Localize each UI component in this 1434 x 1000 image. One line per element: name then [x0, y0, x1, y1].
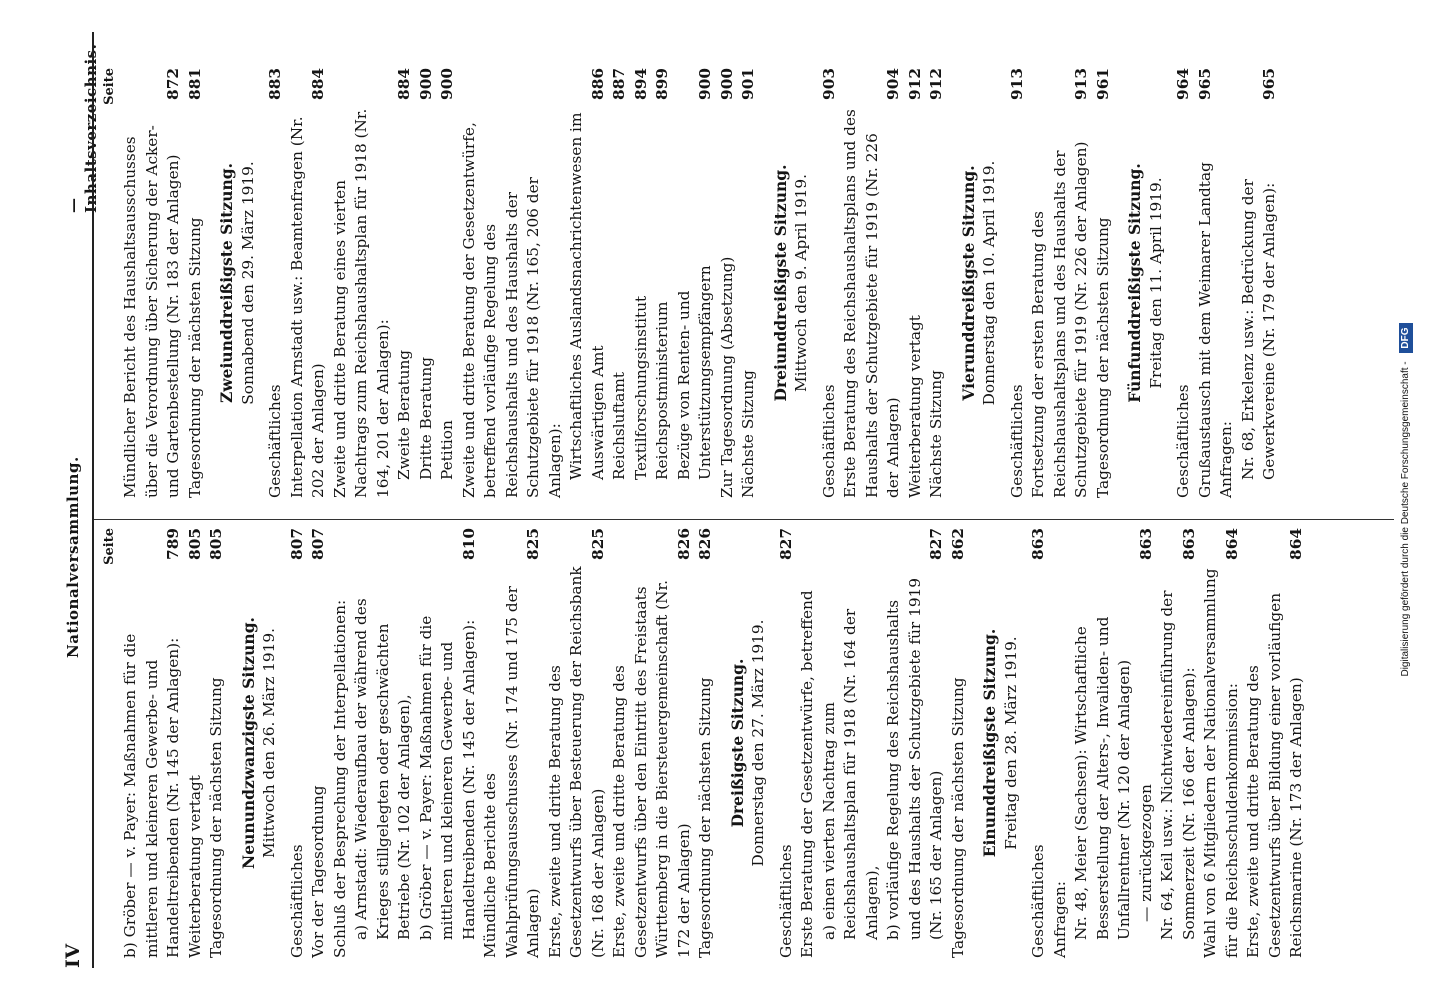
toc-entry [480, 528, 545, 958]
entry-text: Weiterberatung vertagt [905, 315, 924, 498]
toc-entry [926, 68, 948, 498]
page-ref: 900 [717, 68, 736, 100]
toc-entry [717, 68, 739, 498]
toc-entry [738, 68, 760, 498]
toc-entry [819, 68, 841, 498]
toc-entry [1007, 68, 1029, 498]
toc-entry [1243, 528, 1308, 958]
page-ref: 901 [739, 68, 757, 100]
entry-text: Tagesordnung der nächsten Sitzung [207, 677, 225, 958]
entry-text: Dritte Beratung [416, 356, 435, 480]
toc-entry [185, 68, 207, 498]
session-date: Donnerstag den 27. März 1919. [749, 619, 767, 867]
page-ref: 805 [185, 528, 204, 560]
toc-entry [840, 68, 905, 498]
page-ref: 912 [905, 68, 924, 100]
toc-entry [437, 68, 459, 498]
entry-text: Schluß der Besprechung der Interpellationen: [330, 599, 349, 958]
toc-entry [1173, 68, 1195, 498]
entry-text: Vor der Tagesordnung [309, 785, 327, 958]
page-ref: 864 [1287, 528, 1305, 560]
entry-text: Erste, zweite und dritte Beratung des Gesetzentwurfs über Bildung einer vorläufigen Reichsmarine (Nr. 173 der Anlagen) [1244, 592, 1305, 958]
dfg-badge: DFG [1399, 323, 1413, 352]
entry-text: Geschäftliches [287, 844, 306, 958]
entry-text: Mündlicher Bericht des Haushaltsausschusses über die Verordnung über Sicherung der Acker- und Gartenbestellung (Nr. 183 der Anlagen) [121, 125, 182, 498]
entry-text: Reichsluftamt [610, 371, 628, 480]
toc-entry [206, 528, 228, 958]
entry-text: a) Arnstadt: Wiederaufbau der während des Krieges stillgelegten oder geschwächten Betriebe (Nr. 102 der Anlagen), [352, 598, 413, 940]
entry-text: Grußaustausch mit dem Weimarer Landtag [1195, 162, 1214, 498]
toc-entry [459, 68, 567, 498]
toc-entry [631, 68, 653, 498]
toc-entry [1028, 528, 1050, 958]
entry-text: Zweite Beratung [395, 349, 413, 480]
page-ref: 826 [696, 528, 714, 560]
entry-text: Tagesordnung der nächsten Sitzung [1093, 217, 1112, 498]
toc-entry [609, 68, 631, 498]
toc-entry [287, 528, 309, 958]
entry-text: Erste Beratung des Reichshaushaltsplans und des Haushalts der Schutzgebiete für 1919 (Nr. 226 der Anlagen) [841, 109, 902, 498]
page-ref: 961 [1093, 68, 1112, 100]
toc-entry [1028, 68, 1093, 498]
right-column [100, 68, 1281, 498]
page-ref: 881 [185, 68, 204, 100]
page-ref: 903 [819, 68, 838, 100]
entry-text: Erste Beratung der Gesetzentwürfe, betreffend [798, 590, 816, 958]
rotated-page [58, 32, 1398, 968]
page-ref: 887 [610, 68, 628, 100]
dfg-credit [1395, 4, 1417, 996]
page-ref: 964 [1174, 68, 1192, 100]
page-ref: 827 [927, 528, 945, 560]
page-ref: 863 [1136, 528, 1155, 560]
toc-entry [1093, 68, 1115, 498]
page-ref: 965 [1260, 68, 1278, 100]
toc-entry [609, 528, 695, 958]
entry-text: Petition [438, 420, 456, 480]
page-ref: 810 [459, 528, 478, 560]
toc-entry [1200, 528, 1243, 958]
page-ref: 912 [927, 68, 945, 100]
session-date: Sonnabend den 29. März 1919. [238, 161, 257, 405]
session-date: Freitag den 28. März 1919. [1001, 636, 1020, 850]
entry-text: Geschäftliches [1174, 384, 1192, 498]
entry-text: Zweite und dritte Beratung der Gesetzentwürfe, betreffend vorläufige Regelung des Reichshaushalts und des Haushalts der Schutzgebiete für 1918 (Nr. 165, 206 der Anlagen): [459, 122, 564, 498]
toc-entry [330, 68, 395, 498]
page-ref: 827 [776, 528, 795, 560]
page-ref: 884 [309, 68, 327, 100]
page-ref: 807 [287, 528, 306, 560]
page-ref: 805 [207, 528, 225, 560]
page-ref: 886 [588, 68, 607, 100]
entry-text: Geschäftliches [776, 844, 795, 958]
toc-entry [1050, 528, 1072, 958]
toc-entry [1195, 68, 1217, 498]
entry-text: Fortsetzung der ersten Beratung des Reichshaushaltsplans und des Haushalts der Schutzgebiete für 1919 (Nr. 226 der Anlagen) [1029, 141, 1090, 498]
toc-entry [695, 528, 717, 958]
seite-label: Seite [102, 528, 117, 565]
toc-entry [330, 528, 352, 958]
toc-entry [351, 528, 416, 958]
page-ref: 900 [696, 68, 714, 100]
page-ref: 900 [438, 68, 456, 100]
entry-text: Tagesordnung der nächsten Sitzung [948, 677, 967, 958]
page-ref: 872 [164, 68, 182, 100]
entry-text: Wahl von 6 Mitgliedern der Nationalversammlung für die Reichsschuldenkommission: [1201, 568, 1241, 958]
entry-text: Nr. 68, Erkelenz usw.: Bedrückung der Gewerkvereine (Nr. 179 der Anlagen): [1238, 179, 1278, 480]
entry-text: Wirtschaftliches Auslandsnachrichtenwesen im Auswärtigen Amt [567, 112, 607, 480]
page-ref: 883 [266, 68, 284, 100]
entry-text: Geschäftliches [1007, 384, 1026, 498]
entry-text: Nr. 64, Keil usw.: Nichtwiedereinführung der Sommerzeit (Nr. 166 der Anlagen): [1158, 590, 1198, 940]
session-date: Donnerstag den 10. April 1919. [980, 160, 998, 406]
column-divider [94, 519, 1394, 520]
entry-text: Erste, zweite und dritte Beratung des Gesetzentwurfs über Besteuerung der Reichsbank (Nr. 168 der Anlagen) [545, 566, 607, 958]
entry-text: Geschäftliches [1029, 844, 1047, 958]
session-date: Mittwoch den 9. April 1919. [792, 173, 810, 393]
running-title-right: — Inhaltsverzeichnis. [64, 43, 100, 213]
toc-entry [416, 68, 438, 498]
page-ref: 884 [395, 68, 413, 100]
toc-entry [566, 68, 609, 498]
toc-entry [883, 528, 948, 958]
entry-text: Anfragen: [1050, 881, 1069, 958]
page-ref: 899 [653, 68, 671, 100]
toc-entry [797, 528, 819, 958]
page-ref: 825 [524, 528, 542, 560]
toc-entry [1071, 528, 1136, 958]
page-ref: 913 [1007, 68, 1026, 100]
toc-entry [545, 528, 610, 958]
entry-text: Geschäftliches [819, 384, 838, 498]
entry-text: Tagesordnung der nächsten Sitzung [696, 677, 714, 958]
toc-entry [394, 68, 416, 498]
page-ref: 789 [164, 528, 182, 560]
session-heading: Vierunddreißigste Sitzung. [958, 165, 978, 401]
entry-text: Mündliche Berichte des Wahlprüfungsausschusses (Nr. 174 und 175 der Anlagen) [481, 586, 542, 958]
entry-text: Nr. 48, Meier (Sachsen): Wirtschaftliche Besserstellung der Alters-, Invaliden- und Unfallrentner (Nr. 120 der Anlagen) [1072, 616, 1133, 940]
entry-text: Zweite und dritte Beratung eines vierten Nachtrags zum Reichshaushaltsplan für 1918 (Nr. 164, 201 der Anlagen): [330, 108, 392, 498]
entry-text: Zur Tagesordnung (Absetzung) [717, 256, 736, 498]
session-heading: Zweiunddreißigste Sitzung. [217, 163, 236, 404]
toc-entry [1136, 528, 1158, 958]
toc-entry [948, 528, 970, 958]
entry-text: Tagesordnung der nächsten Sitzung [185, 217, 204, 498]
toc-entry [905, 68, 927, 498]
toc-entry [287, 68, 330, 498]
session-date: Mittwoch den 26. März 1919. [260, 628, 278, 858]
page-ref: 965 [1195, 68, 1214, 100]
entry-text: Geschäftliches [266, 384, 284, 498]
entry-text: Nächste Sitzung [927, 370, 945, 498]
entry-text: Interpellation Arnstadt usw.: Beamtenfragen (Nr. 202 der Anlagen) [287, 116, 327, 498]
entry-text: — zurückgezogen [1136, 784, 1155, 922]
running-header [58, 32, 100, 968]
toc-entry [120, 528, 185, 958]
entry-text: Bezüge von Renten- und Unterstützungsempfängern [674, 265, 714, 480]
session-heading: Dreißigste Sitzung. [727, 658, 747, 828]
toc-entry [674, 68, 717, 498]
session-heading: Einunddreißigste Sitzung. [980, 628, 999, 858]
entry-text: Anfragen: [1217, 421, 1235, 498]
session-heading: Fünfunddreißigste Sitzung. [1125, 163, 1144, 403]
page-ref: 913 [1072, 68, 1090, 100]
entry-text: b) Gröber — v. Payer: Maßnahmen für die mittleren und kleineren Gewerbe- und Handeltreibenden (Nr. 145 der Anlagen): [121, 633, 182, 958]
running-title-left: Nationalversammlung. [64, 456, 82, 658]
session-date: Freitag den 11. April 1919. [1146, 177, 1165, 389]
page-ref: 862 [948, 528, 967, 560]
entry-text: b) Gröber — v. Payer: Maßnahmen für die mittleren und kleineren Gewerbe- und Handeltreibenden (Nr. 145 der Anlagen): [416, 615, 478, 940]
page-ref: 825 [588, 528, 607, 560]
toc-entry [416, 528, 481, 958]
page-ref: 864 [1222, 528, 1241, 560]
entry-text: a) einen vierten Nachtrag zum Reichshaushaltsplan für 1918 (Nr. 164 der Anlagen), [819, 608, 881, 940]
toc-entry [185, 528, 207, 958]
dfg-credit-text: Digitalisierung gefördert durch die Deutsche Forschungsgemeinschaft - [1400, 361, 1411, 677]
toc-entry [1238, 68, 1281, 498]
header-rule [92, 32, 94, 968]
entry-text: b) vorläufige Regelung des Reichshaushalts und des Haushalts der Schutzgebiete für 1919 (Nr. 165 der Anlagen) [884, 577, 945, 940]
page-ref: 863 [1029, 528, 1047, 560]
entry-text: Nächste Sitzung [739, 370, 757, 498]
page-ref: 807 [309, 528, 327, 560]
toc-entry [265, 68, 287, 498]
toc-entry [776, 528, 798, 958]
session-heading: Dreiunddreißigste Sitzung. [770, 164, 790, 402]
entry-text: Reichspostministerium [653, 301, 671, 480]
toc-entry [120, 68, 185, 498]
left-column [100, 528, 1308, 958]
page-ref: 894 [631, 68, 650, 100]
session-heading: Neunundzwanzigste Sitzung. [238, 617, 258, 869]
toc-entry [1157, 528, 1200, 958]
entry-text: Weiterberatung vertagt [185, 775, 204, 958]
entry-text: Erste, zweite und dritte Beratung des Gesetzentwurfs über den Eintritt des Freistaats Württemberg in die Biersteuergemeinschaft (Nr. 172 der Anlagen) [610, 580, 693, 958]
entry-text: Textilforschungsinstitut [631, 295, 650, 480]
toc-entry [308, 528, 330, 958]
page-ref: 900 [416, 68, 435, 100]
page-ref: 863 [1179, 528, 1198, 560]
toc-entry [819, 528, 884, 958]
page-number: IV [62, 943, 84, 968]
toc-entry [1216, 68, 1238, 498]
toc-entry [652, 68, 674, 498]
seite-label: Seite [102, 68, 117, 105]
page-ref: 826 [674, 528, 693, 560]
page-ref: 904 [884, 68, 902, 100]
